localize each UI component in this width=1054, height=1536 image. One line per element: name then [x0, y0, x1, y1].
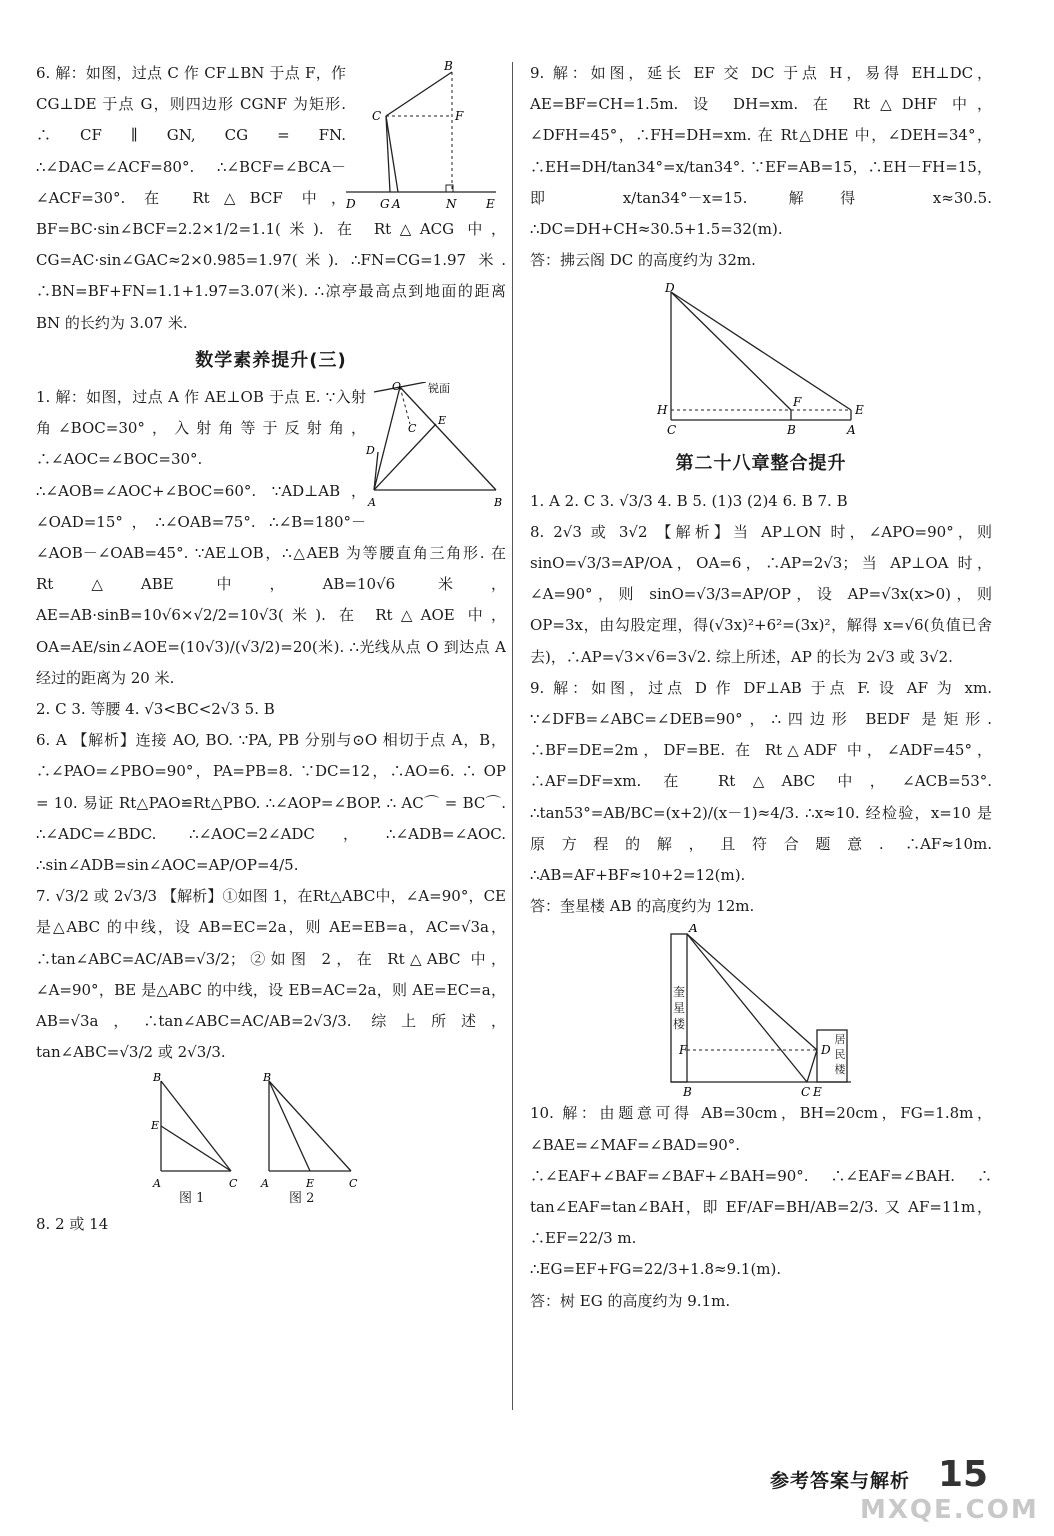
svg-text:B: B [787, 423, 796, 438]
footer-label: 参考答案与解析 [770, 1470, 911, 1492]
building-label-kuixing: 奎星楼 [672, 985, 685, 1032]
svg-text:C: C [229, 1176, 238, 1190]
svg-text:H: H [657, 403, 668, 418]
svg-text:D: D [665, 282, 675, 296]
svg-text:D: D [821, 1043, 831, 1058]
svg-text:A: A [368, 496, 376, 510]
svg-text:F: F [455, 109, 464, 123]
svg-text:B: B [153, 1070, 162, 1084]
svg-text:A: A [689, 924, 698, 936]
svg-text:B: B [494, 496, 503, 510]
left-column [36, 58, 506, 1240]
section-title-literacy: 数学素养提升(三) [195, 349, 347, 371]
svg-text:E: E [486, 197, 495, 208]
figure-kuixing-svg [661, 924, 861, 1096]
svg-text:B: B [683, 1085, 692, 1097]
watermark: MXQE.COM [860, 1495, 1039, 1525]
svg-text:G: G [380, 197, 390, 208]
svg-text:C: C [372, 109, 382, 123]
chapter-answers-1-7: 1. A 2. C 3. √3/3 4. B 5. (1)3 (2)4 6. B 7. B [530, 491, 848, 510]
svg-text:E: E [438, 414, 447, 428]
right-column [530, 58, 992, 1317]
figure-fuyun-pavilion [651, 282, 871, 442]
svg-text:F: F [793, 395, 802, 410]
chapter-answer-10: 10. 解：由题意可得 AB=30cm，BH=20cm，FG=1.8m，∠BAE=∠MAF=∠BAD=90°. ∴∠EAF+∠BAF=∠BAF+∠BAH=90°. ∴∠EAF=∠BAH. ∴ tan∠EAF=tan∠BAH，即 EF/AF=BH/AB=2/3. 又 AF=11m，∴EF=22/3 m. [530, 1104, 992, 1248]
section-title-chapter28: 第二十八章整合提升 [675, 453, 847, 475]
literacy-answer-1: 1. 解：如图，过点 A 作 AE⊥OB 于点 E. ∵入射角∠BOC=30°，入射角等于反射角，∴∠AOC=∠BOC=30°. ∴∠AOB=∠AOC+∠BOC=60°. ∵AD⊥AB，∠OAD=15°，∴∠OAB=75°. ∴∠B=180°－∠AOB－∠OAB=45°. ∵AE⊥OB，∴△AEB 为等腰直角三角形. 在 Rt△ABE 中，AB=10√6 米，AE=AB·sinB=10√6×√2/2=10√3(米). 在 Rt△AOE 中，OA=AE/sin∠AOE=(10√3)/(√3/2)=20(米). ∴光线从点 O 到达点 A 经过的距离为 20 米. [36, 388, 506, 687]
answer-9-conclusion: 答：拂云阁 DC 的高度约为 32m. [530, 251, 756, 270]
figure-kuixing-tower [661, 924, 861, 1096]
svg-text:A: A [392, 197, 401, 208]
figure-mirror [366, 382, 506, 512]
chapter-answer-9: 9. 解：如图，过点 D 作 DF⊥AB 于点 F. 设 AF 为 xm. ∵∠DFB=∠ABC=∠DEB=90°，∴四边形 BEDF 是矩形. ∴BF=DE=2m，DF=BE. 在 Rt△ADF 中，∠ADF=45°，∴AF=DF=xm. 在 Rt△ABC 中，∠ACB=53°. ∴tan53°=AB/BC=(x+2)/(x－1)≈4/3. ∴x≈10. 经检验，x=10 是原方程的解，且符合题意. ∴AF≈10m. ∴AB=AF+BF≈10+2=12(m). [530, 678, 992, 885]
svg-text:A: A [847, 423, 856, 438]
svg-text:E: E [813, 1085, 822, 1097]
literacy-answer-6: 6. A 【解析】连接 AO, BO. ∵PA, PB 分别与⊙O 相切于点 A，B，∴∠PAO=∠PBO=90°，PA=PB=8. ∵DC=12，∴AO=6. ∴ OP = 10. 易证 Rt△PAO≌Rt△PBO. ∴∠AOP=∠BOP. ∴ AC⌒ = BC⌒. ∴∠ADC=∠BDC. ∴∠AOC=2∠ADC，∴∠ADB=∠AOC. ∴sin∠ADB=sin∠AOC=AP/OP=4/5. [36, 731, 506, 875]
svg-text:B: B [263, 1070, 272, 1084]
svg-text:B: B [444, 59, 453, 73]
answer-9: 9. 解：如图，延长 EF 交 DC 于点 H，易得 EH⊥DC，AE=BF=CH=1.5m. 设 DH=xm. 在 Rt△DHF 中，∠DFH=45°，∴FH=DH=xm. 在 Rt△DHE 中，∠DEH=34°，∴EH=DH/tan34°=x/tan34°. ∵EF=AB=15，∴EH－FH=15，即 x/tan34°－x=15. 解得 x≈30.5. ∴DC=DH+CH≈30.5+1.5=32(m). [530, 64, 992, 239]
chapter-answer-9-conclusion: 答：奎星楼 AB 的高度约为 12m. [530, 897, 755, 916]
svg-text:F: F [679, 1043, 688, 1058]
svg-text:N: N [446, 197, 457, 208]
building-label-residential: 居民楼 [834, 1033, 846, 1077]
figure-2-caption: 图 2 [289, 1190, 315, 1206]
figures-triangles [151, 1071, 391, 1209]
svg-text:D: D [346, 197, 356, 208]
svg-text:C: C [349, 1176, 358, 1190]
svg-text:E: E [855, 403, 864, 418]
svg-text:C: C [801, 1085, 811, 1097]
literacy-answer-8: 8. 2 或 14 [36, 1214, 109, 1233]
chapter-answer-10-result: ∴EG=EF+FG=22/3+1.8≈9.1(m). [530, 1260, 782, 1279]
svg-text:A: A [153, 1176, 161, 1190]
answer-6: 6. 解：如图，过点 C 作 CF⊥BN 于点 F，作 CG⊥DE 于点 G，则四边形 CGNF 为矩形. ∴ CF ∥ GN, CG = FN. ∴∠DAC=∠ACF=80°. ∴∠BCF=∠BCA－∠ACF=30°. 在 Rt△BCF 中，BF=BC·sin∠BCF=2.2×1/2=1.1(米). 在 Rt△ACG 中，CG=AC·sin∠GAC≈2×0.985=1.97(米). ∴FN=CG=1.97 米. ∴BN=BF+FN=1.1+1.97=3.07(米). ∴凉亭最高点到地面的距离 BN 的长约为 3.07 米. [36, 64, 506, 332]
svg-text:锐面: 锐面 [428, 382, 450, 396]
figure-pavilion [346, 58, 506, 208]
svg-text:C: C [667, 423, 677, 438]
figure-1-caption: 图 1 [179, 1190, 205, 1206]
page-number: 15 [938, 1454, 989, 1495]
chapter-answer-8: 8. 2√3 或 3√2 【解析】当 AP⊥ON 时，∠APO=90°，则 sinO=√3/3=AP/OA，OA=6，∴AP=2√3；当 AP⊥OA 时，∠A=90°，则 sinO=√3/3=AP/OP，设 AP=√3x(x>0)，则 OP=3x，由勾股定理，得(√3x)²+6²=(3x)²，解得 x=√6(负值已舍去)，∴AP=√3×√6=3√2. 综上所述，AP 的长为 2√3 或 3√2. [530, 522, 992, 666]
svg-text:D: D [366, 444, 375, 458]
svg-text:E: E [151, 1118, 160, 1132]
svg-text:E: E [306, 1176, 315, 1190]
page-footer [770, 1454, 1040, 1498]
svg-text:C: C [408, 422, 417, 436]
column-divider [512, 62, 513, 1410]
literacy-answers-2-5: 2. C 3. 等腰 4. √3<BC<2√3 5. B [36, 700, 275, 719]
chapter-answer-10-conclusion: 答：树 EG 的高度约为 9.1m. [530, 1291, 731, 1310]
literacy-answer-7: 7. √3/2 或 2√3/3 【解析】①如图 1，在Rt△ABC中，∠A=90°，CE 是△ABC 的中线，设 AB=EC=2a，则 AE=EB=a，AC=√3a，∴tan∠ABC=AC/AB=√3/2；②如图 2，在 Rt△ABC 中，∠A=90°，BE 是△ABC 的中线，设 EB=AC=2a，则 AE=EC=a，AB=√3a，∴tan∠ABC=AC/AB=2√3/3. 综上所述，tan∠ABC=√3/2 或 2√3/3. [36, 887, 506, 1062]
svg-text:O: O [392, 382, 402, 394]
svg-text:A: A [261, 1176, 269, 1190]
figure-triangles-svg [151, 1071, 391, 1191]
